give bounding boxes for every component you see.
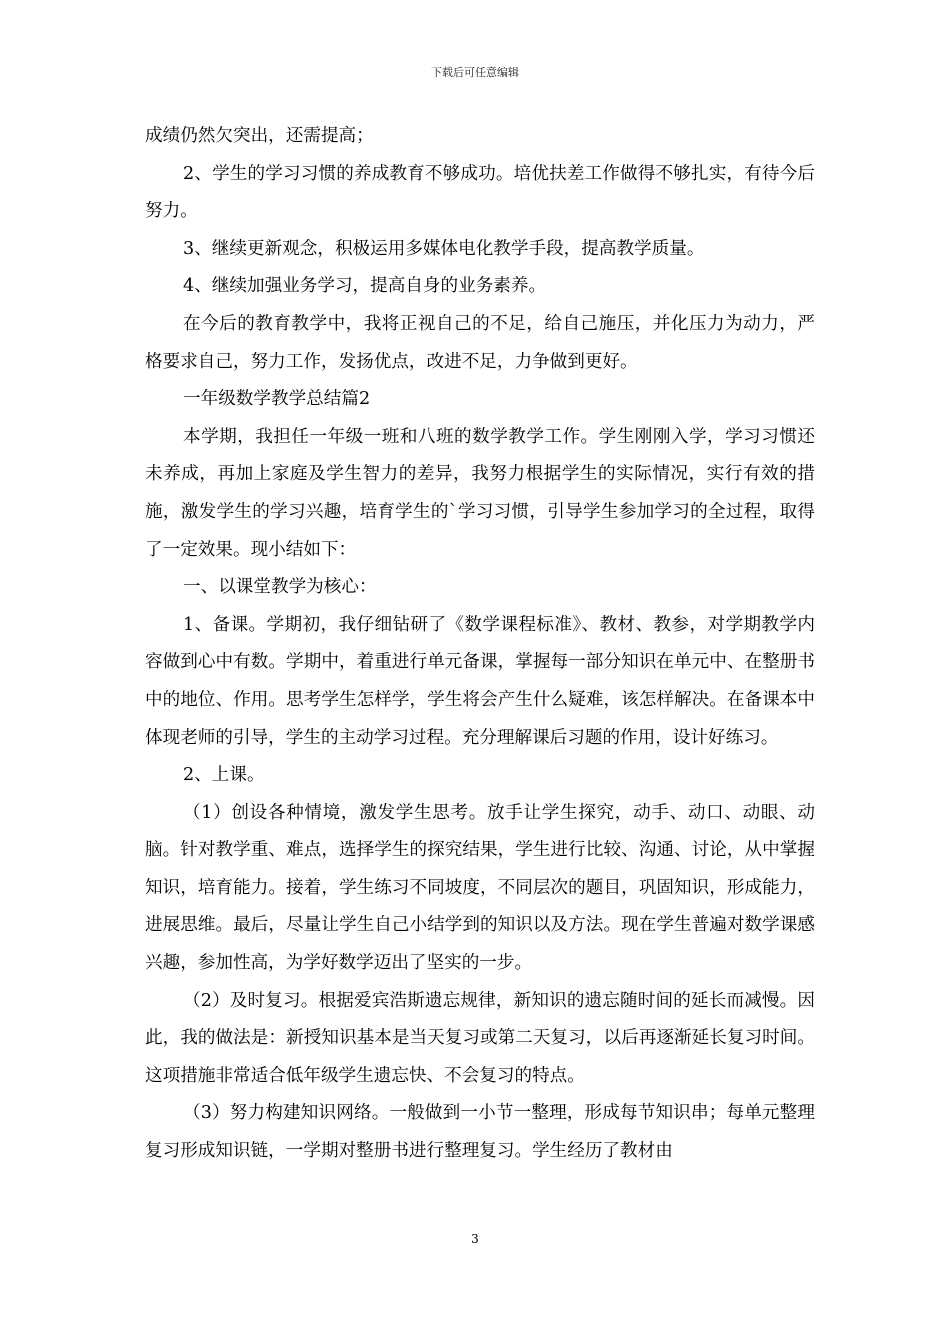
paragraph-9: 1、备课。学期初，我仔细钻研了《数学课程标准》、教材、教参，对学期教学内容做到心中有数。学期中，着重进行单元备课，掌握每一部分知识在单元中、在整册书中的地位、作用。思考学生怎样学，学生将会产生什么疑难，该怎样解决。在备课本中体现老师的引导，学生的主动学习过程。充分理解课后习题的作用，设计好练习。 — [145, 614, 815, 748]
section-heading: 一年级数学教学总结篇2 — [183, 389, 371, 410]
paragraph-2: 2、学生的学习习惯的养成教育不够成功。培优扶差工作做得不够扎实，有待今后努力。 — [145, 163, 815, 222]
paragraph-11: （1）创设各种情境，激发学生思考。放手让学生探究，动手、动口、动眼、动脑。针对教学重、难点，选择学生的探究结果，学生进行比较、沟通、讨论，从中掌握知识，培育能力。接着，学生练习不同坡度，不同层次的题目，巩固知识，形成能力，进展思维。最后，尽量让学生自己小结学到的知识以及方法。现在学生普遍对数学课感兴趣，参加性高，为学好数学迈出了坚实的一步。 — [145, 802, 815, 974]
subheading-classroom: 一、以课堂教学为核心： — [183, 577, 377, 598]
paragraph-12: （2）及时复习。根据爱宾浩斯遗忘规律，新知识的遗忘随时间的延长而减慢。因此，我的做法是：新授知识基本是当天复习或第二天复习，以后再逐渐延长复习时间。这项措施非常适合低年级学生遗忘快、不会复习的特点。 — [145, 990, 815, 1086]
paragraph-7: 本学期，我担任一年级一班和八班的数学教学工作。学生刚刚入学，学习习惯还未养成，再加上家庭及学生智力的差异，我努力根据学生的实际情况，实行有效的措施，激发学生的学习兴趣，培育学生的`学习习惯，引导学生参加学习的全过程，取得了一定效果。现小结如下： — [145, 426, 815, 560]
paragraph-4: 4、继续加强业务学习，提高自身的业务素养。 — [183, 276, 547, 297]
paragraph-1: 成绩仍然欠突出，还需提高； — [145, 126, 374, 146]
paragraph-5: 在今后的教育教学中，我将正视自己的不足，给自己施压，并化压力为动力，严格要求自己，努力工作，发扬优点，改进不足，力争做到更好。 — [145, 313, 815, 372]
subheading-lesson: 2、上课。 — [183, 765, 265, 786]
paragraph-3: 3、继续更新观念，积极运用多媒体电化教学手段，提高教学质量。 — [183, 238, 705, 259]
page-number: 3 — [471, 1232, 479, 1246]
page-header: 下载后可任意编辑 — [431, 66, 519, 79]
paragraph-13: （3）努力构建知识网络。一般做到一小节一整理，形成每节知识串；每单元整理复习形成知识链，一学期对整册书进行整理复习。学生经历了教材由 — [145, 1103, 815, 1162]
document-body — [145, 118, 815, 1171]
